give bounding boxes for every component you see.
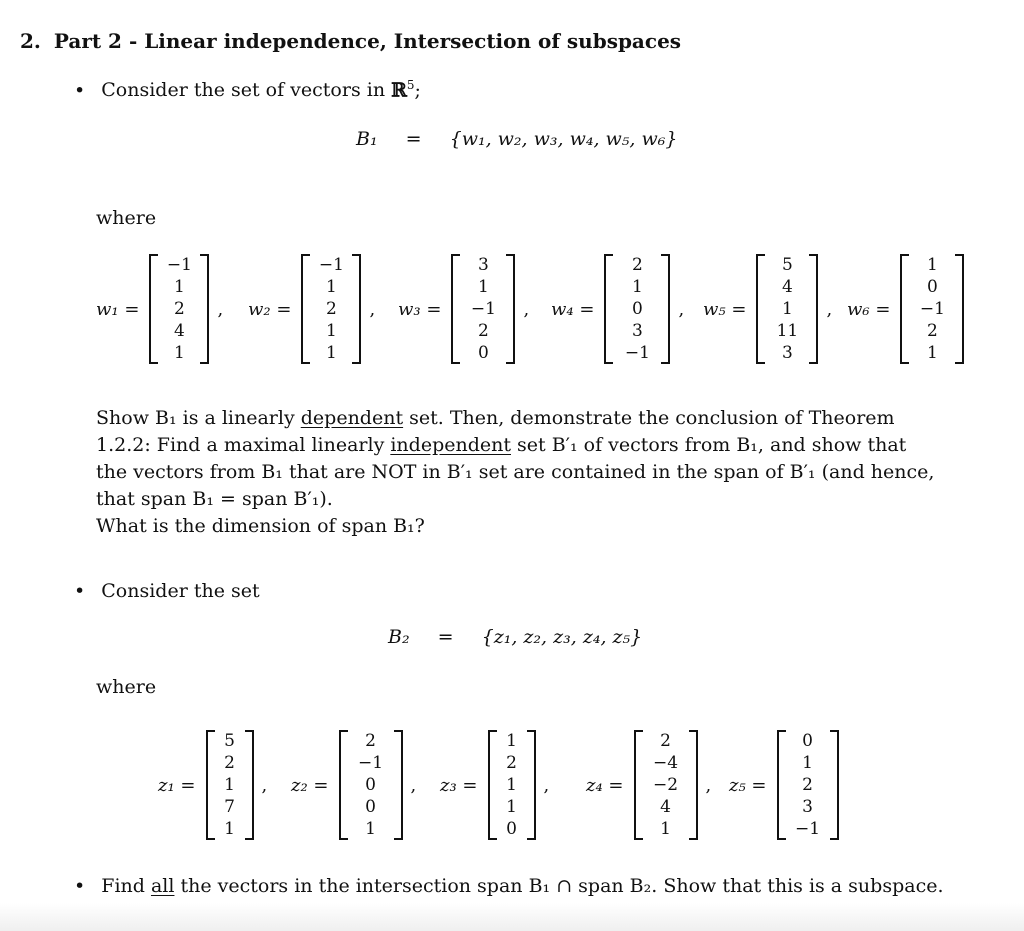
paragraph-line — [96, 432, 916, 459]
matrix-entry: 7 — [224, 797, 235, 817]
section1-intro — [74, 78, 421, 101]
dependent-emphasis: dependent — [300, 407, 404, 429]
z-vector-label: z₃ = — [440, 774, 478, 796]
matrix-entry: 1 — [326, 343, 337, 363]
paragraph-text: set B′₁ of vectors from B₁, and show that — [511, 434, 907, 456]
matrix-entry: 1 — [927, 343, 938, 363]
w-vector-matrix — [451, 254, 515, 364]
vector-separator: , — [369, 298, 376, 320]
vector-separator: , — [678, 298, 685, 320]
matrix-entry: 2 — [927, 321, 938, 341]
w-vector-3 — [398, 254, 529, 364]
bullet-1: • — [74, 79, 86, 102]
matrix-entry: 0 — [802, 731, 813, 751]
matrix-entry: 2 — [660, 731, 671, 751]
matrix-entry: 0 — [927, 277, 938, 297]
matrix-entry: −1 — [919, 299, 945, 319]
bullet-3: • — [74, 875, 86, 897]
w-vector-matrix — [900, 254, 964, 364]
matrix-entry: −1 — [624, 343, 650, 363]
z-vector-matrix — [777, 730, 839, 840]
where-label-2: where — [96, 676, 157, 698]
problem-title: Part 2 - Linear independence, Intersection of subspaces — [53, 29, 682, 53]
z-vector-matrix — [488, 730, 536, 840]
matrix-entry: 1 — [326, 277, 337, 297]
matrix-entry: 1 — [224, 819, 235, 839]
matrix-entry: 3 — [478, 255, 489, 275]
w-vector-2 — [248, 254, 375, 364]
independent-emphasis: independent — [390, 434, 511, 456]
real-space-symbol: ℝ — [391, 79, 407, 102]
matrix-entry: 1 — [326, 321, 337, 341]
problem-number: 2. — [20, 29, 41, 53]
z-vector-label: z₂ = — [291, 774, 329, 796]
set-b2-equals: = — [437, 626, 454, 648]
matrix-entry: 2 — [478, 321, 489, 341]
z-vector-matrix — [339, 730, 403, 840]
z-vector-1 — [158, 730, 267, 840]
set-b2-rhs: {z₁, z₂, z₃, z₄, z₅} — [481, 626, 643, 648]
matrix-entry: 4 — [782, 277, 793, 297]
matrix-entry: 1 — [632, 277, 643, 297]
section1-intro-suffix: ; — [414, 79, 421, 102]
w-vector-matrix — [756, 254, 818, 364]
set-b1-lhs: B₁ — [356, 128, 378, 150]
paragraph-line — [96, 405, 916, 432]
w-vector-label: w₅ = — [703, 298, 747, 320]
bullet-2: • — [74, 580, 86, 602]
w-vector-matrix — [149, 254, 209, 364]
matrix-entry: 4 — [174, 321, 185, 341]
matrix-entry: 1 — [174, 277, 185, 297]
z-vector-2 — [291, 730, 416, 840]
matrix-entry: 2 — [174, 299, 185, 319]
matrix-entry: −1 — [318, 255, 344, 275]
matrix-entry: 2 — [365, 731, 376, 751]
matrix-entry: 1 — [224, 775, 235, 795]
z-vector-matrix — [206, 730, 254, 840]
set-b1-definition — [356, 128, 677, 150]
matrix-entry: 2 — [224, 753, 235, 773]
matrix-entry: 0 — [478, 343, 489, 363]
real-space-exponent: 5 — [406, 78, 415, 92]
paragraph-line: What is the dimension of span B₁? — [96, 515, 425, 537]
matrix-entry: 1 — [927, 255, 938, 275]
matrix-entry: 1 — [506, 775, 517, 795]
z-vector-label: z₄ = — [586, 774, 624, 796]
w-vector-matrix — [604, 254, 670, 364]
set-b1-rhs: {w₁, w₂, w₃, w₄, w₅, w₆} — [449, 128, 678, 150]
matrix-entry: 0 — [506, 819, 517, 839]
matrix-entry: −1 — [166, 255, 192, 275]
paragraph-line: that span B₁ = span B′₁). — [96, 488, 333, 510]
section1-paragraph — [96, 405, 935, 540]
matrix-entry: 0 — [632, 299, 643, 319]
w-vector-label: w₃ = — [398, 298, 442, 320]
matrix-entry: 1 — [365, 819, 376, 839]
matrix-entry: 5 — [224, 731, 235, 751]
matrix-entry: 3 — [782, 343, 793, 363]
paragraph-text: set. Then, demonstrate the conclusion of Theorem — [403, 407, 895, 429]
matrix-entry: 2 — [802, 775, 813, 795]
section3-text — [74, 875, 944, 897]
set-b2-definition — [388, 626, 642, 648]
section3-prefix: Find — [101, 875, 151, 897]
matrix-entry: 0 — [365, 775, 376, 795]
matrix-entry: 2 — [326, 299, 337, 319]
matrix-entry: 1 — [782, 299, 793, 319]
bottom-fade — [0, 903, 1024, 931]
matrix-entry: 4 — [660, 797, 671, 817]
w-vector-5 — [703, 254, 832, 364]
matrix-entry: −4 — [652, 753, 679, 773]
z-vector-5 — [729, 730, 847, 840]
matrix-entry: −2 — [652, 775, 679, 795]
set-b1-equals: = — [405, 128, 422, 150]
matrix-entry: 11 — [776, 321, 799, 341]
all-emphasis: all — [150, 875, 175, 897]
problem-heading — [20, 29, 681, 53]
w-vector-4 — [551, 254, 684, 364]
section1-intro-text: Consider the set of vectors in — [101, 79, 392, 102]
z-vector-4 — [586, 730, 711, 840]
vector-separator: , — [705, 774, 712, 796]
matrix-entry: 1 — [660, 819, 671, 839]
w-vector-label: w₁ = — [96, 298, 140, 320]
paragraph-text: Show B₁ is a linearly — [96, 407, 301, 429]
matrix-entry: 3 — [632, 321, 643, 341]
section2-intro-text: Consider the set — [101, 580, 260, 602]
z-vector-label: z₁ = — [158, 774, 196, 796]
matrix-entry: 2 — [632, 255, 643, 275]
vector-separator: , — [410, 774, 417, 796]
w-vector-label: w₂ = — [248, 298, 292, 320]
vector-separator: , — [261, 774, 268, 796]
vector-separator: , — [217, 298, 224, 320]
set-b2-lhs: B₂ — [388, 626, 410, 648]
z-vector-3 — [440, 730, 549, 840]
paragraph-line: the vectors from B₁ that are NOT in B′₁ set are contained in the span of B′₁ (and hence, — [96, 461, 935, 483]
w-vector-matrix — [301, 254, 361, 364]
matrix-entry: 5 — [782, 255, 793, 275]
where-label-1: where — [96, 207, 157, 229]
w-vector-label: w₄ = — [551, 298, 595, 320]
matrix-entry: 1 — [506, 731, 517, 751]
matrix-entry: −1 — [794, 819, 821, 839]
w-vector-label: w₆ = — [847, 298, 891, 320]
matrix-entry: −1 — [470, 299, 496, 319]
paragraph-text: 1.2.2: Find a maximal linearly — [96, 434, 391, 456]
w-vector-6 — [847, 254, 972, 364]
vector-separator: , — [826, 298, 833, 320]
vector-separator: , — [523, 298, 530, 320]
matrix-entry: 3 — [802, 797, 813, 817]
matrix-entry: 1 — [506, 797, 517, 817]
matrix-entry: 1 — [174, 343, 185, 363]
z-vector-matrix — [634, 730, 698, 840]
matrix-entry: 1 — [478, 277, 489, 297]
matrix-entry: −1 — [357, 753, 384, 773]
z-vector-label: z₅ = — [729, 774, 767, 796]
matrix-entry: 1 — [802, 753, 813, 773]
matrix-entry: 2 — [506, 753, 517, 773]
section3-suffix: the vectors in the intersection span B₁ ∩ span B₂. Show that this is a subspace. — [174, 875, 944, 897]
matrix-entry: 0 — [365, 797, 376, 817]
w-vector-1 — [96, 254, 223, 364]
section2-intro — [74, 580, 260, 602]
vector-separator: , — [543, 774, 550, 796]
